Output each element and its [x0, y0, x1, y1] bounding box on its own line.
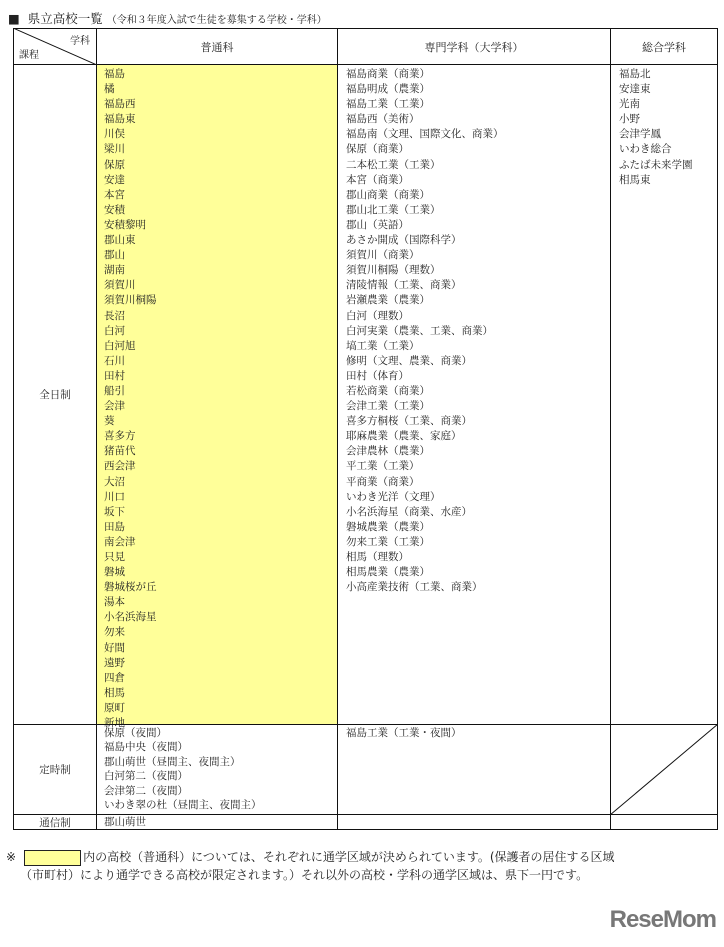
school-item: 白河（理数） [346, 309, 409, 322]
school-item: 会津工業（工業） [346, 400, 430, 413]
fulltime-specialized-list [346, 67, 504, 595]
diagonal-line [610, 724, 718, 815]
resemom-logo: ReseMom [609, 906, 716, 933]
school-item: ふたば未来学園 [619, 158, 693, 171]
school-item: 須賀川桐陽 [104, 294, 157, 307]
school-item: 磐城桜が丘 [104, 581, 157, 594]
highlight-swatch [24, 850, 81, 866]
school-item: 梁川 [104, 143, 125, 156]
school-item: 好間 [104, 641, 125, 654]
parttime-specialized-cell [337, 724, 611, 815]
correspondence-general-list [104, 815, 146, 829]
parttime-specialized-list [346, 726, 462, 740]
correspondence-integrated-cell-empty [610, 814, 718, 830]
school-item: 会津 [104, 400, 125, 413]
title-marker: ■ [8, 11, 20, 26]
school-item: 郡山東 [104, 234, 136, 247]
school-item: いわき光洋（文理） [346, 490, 441, 503]
corner-bottom-label: 課程 [19, 50, 39, 61]
school-item: 勿来工業（工業） [346, 535, 430, 548]
school-item: 郡山（英語） [346, 218, 409, 231]
school-item: 田村（体育） [346, 369, 409, 382]
school-item: 耶麻農業（農業、家庭） [346, 430, 462, 443]
school-item: 喜多方桐桜（工業、商業） [346, 415, 472, 428]
school-item: 福島東 [104, 113, 136, 126]
school-item: 相馬東 [619, 173, 651, 186]
school-item: 須賀川（商業） [346, 249, 420, 262]
school-item: いわき総合 [619, 143, 672, 156]
school-item: 猪苗代 [104, 445, 136, 458]
school-item: 勿来 [104, 626, 125, 639]
school-item: 福島工業（工業・夜間） [346, 727, 462, 739]
school-item: 安積黎明 [104, 218, 146, 231]
title-sub: （令和３年度入試で生徒を募集する学校・学科） [106, 15, 327, 26]
school-item: 原町 [104, 701, 125, 714]
school-item: 本宮（商業） [346, 173, 409, 186]
school-item: 喜多方 [104, 430, 136, 443]
footnote-line2 [20, 866, 588, 883]
school-item: 白河 [104, 324, 125, 337]
school-item: 相馬 [104, 686, 125, 699]
parttime-general-list [104, 726, 262, 812]
corner-top-label: 学科 [70, 36, 90, 47]
school-item: 若松商業（商業） [346, 384, 430, 397]
fulltime-integrated-cell [610, 64, 718, 725]
school-item: 郡山商業（商業） [346, 188, 430, 201]
school-item: 小名浜海星（商業、水産） [346, 505, 472, 518]
school-item: 平工業（工業） [346, 460, 420, 473]
school-item: 清陵情報（工業、商業） [346, 279, 462, 292]
fulltime-general-list [104, 67, 157, 731]
correspondence-general-cell [96, 814, 338, 830]
school-item: 橘 [104, 83, 115, 96]
school-item: 福島南（文理、国際文化、商業） [346, 128, 504, 141]
school-item: 安達 [104, 173, 125, 186]
school-item: 相馬（理数） [346, 551, 409, 563]
school-item: 福島中央（夜間） [104, 741, 188, 754]
school-item: 郡山 [104, 249, 125, 262]
parttime-integrated-cell-empty [610, 724, 718, 815]
school-item: 船引 [104, 384, 125, 397]
school-item: 安積 [104, 203, 125, 216]
school-item: 光南 [619, 98, 640, 111]
title-main: 県立高校一覧 [27, 11, 103, 26]
school-item: 小高産業技術（工業、商業） [346, 581, 483, 594]
school-item: 田村 [104, 369, 125, 382]
fulltime-integrated-list [619, 67, 693, 188]
school-item: 石川 [104, 354, 125, 367]
row-label-fulltime: 全日制 [13, 64, 97, 725]
school-item: 保原 [104, 158, 125, 171]
correspondence-specialized-cell-empty [337, 814, 611, 830]
school-item: 福島北 [619, 68, 651, 80]
school-item: 塙工業（工業） [346, 339, 420, 352]
header-specialized: 専門学科（大学科） [337, 28, 611, 65]
row-label-correspondence: 通信制 [13, 814, 97, 830]
school-item: 修明（文理、農業、商業） [346, 354, 472, 367]
school-item: 磐城農業（農業） [346, 520, 430, 533]
row-label-parttime: 定時制 [13, 724, 97, 815]
school-item: 田島 [104, 520, 125, 533]
school-item: 会津第二（夜間） [104, 784, 188, 797]
school-item: 四倉 [104, 671, 125, 684]
school-item: 会津学鳳 [619, 128, 661, 141]
school-item: 福島 [104, 68, 125, 80]
school-item: 新地 [104, 717, 125, 730]
school-item: 安達東 [619, 83, 651, 96]
school-item: 岩瀬農業（農業） [346, 294, 430, 307]
school-item: 平商業（商業） [346, 475, 420, 488]
fulltime-specialized-cell [337, 64, 611, 725]
page-title [8, 9, 327, 27]
school-item: 小名浜海星 [104, 611, 157, 624]
school-item: 保原（商業） [346, 143, 409, 156]
header-integrated: 総合学科 [610, 28, 718, 65]
school-item: 保原（夜間） [104, 727, 167, 739]
school-item: 湖南 [104, 264, 125, 277]
school-item: 須賀川 [104, 279, 136, 292]
school-item: 郡山北工業（工業） [346, 203, 441, 216]
school-item: あさか開成（国際科学） [346, 234, 462, 247]
note-text-1: 内の高校（普通科）については、それぞれに通学区域が決められています。(保護者の居住する区域 [83, 850, 615, 864]
header-general: 普通科 [96, 28, 338, 65]
school-item: 福島西 [104, 98, 136, 111]
school-item: 磐城 [104, 566, 125, 579]
school-item: 南会津 [104, 535, 136, 548]
school-item: 福島明成（農業） [346, 83, 430, 96]
school-item: 白河実業（農業、工業、商業） [346, 324, 493, 337]
footnote-line1 [6, 848, 615, 866]
school-item: 白河第二（夜間） [104, 770, 188, 783]
school-item: 坂下 [104, 505, 125, 518]
school-item: いわき翠の杜（昼間主、夜間主） [104, 799, 262, 812]
school-item: 福島工業（工業） [346, 98, 430, 111]
school-item: 遠野 [104, 656, 125, 669]
school-item: 只見 [104, 551, 125, 563]
school-item: 会津農林（農業） [346, 445, 430, 458]
school-item: 長沼 [104, 309, 125, 322]
school-item: 須賀川桐陽（理数） [346, 264, 441, 277]
corner-header [13, 28, 97, 65]
school-item: 西会津 [104, 460, 136, 473]
note-text-2: （市町村）により通学できる高校が限定されます。）それ以外の高校・学科の通学区域は、県下一円です。 [20, 868, 589, 882]
school-item: 郡山萌世（昼間主、夜間主） [104, 755, 241, 768]
school-item: 白河旭 [104, 339, 136, 352]
school-item: 大沼 [104, 475, 125, 488]
school-item: 相馬農業（農業） [346, 566, 430, 579]
parttime-general-cell [96, 724, 338, 815]
school-item: 郡山萌世 [104, 816, 146, 828]
school-item: 本宮 [104, 188, 125, 201]
note-mark: ※ [6, 850, 17, 864]
school-item: 川口 [104, 490, 125, 503]
fulltime-general-cell [96, 64, 338, 730]
school-item: 湯本 [104, 596, 125, 609]
school-item: 二本松工業（工業） [346, 158, 441, 171]
school-item: 川俣 [104, 128, 125, 141]
school-item: 福島西（美術） [346, 113, 420, 126]
school-item: 葵 [104, 415, 115, 428]
school-item: 福島商業（商業） [346, 68, 430, 80]
school-item: 小野 [619, 113, 640, 126]
